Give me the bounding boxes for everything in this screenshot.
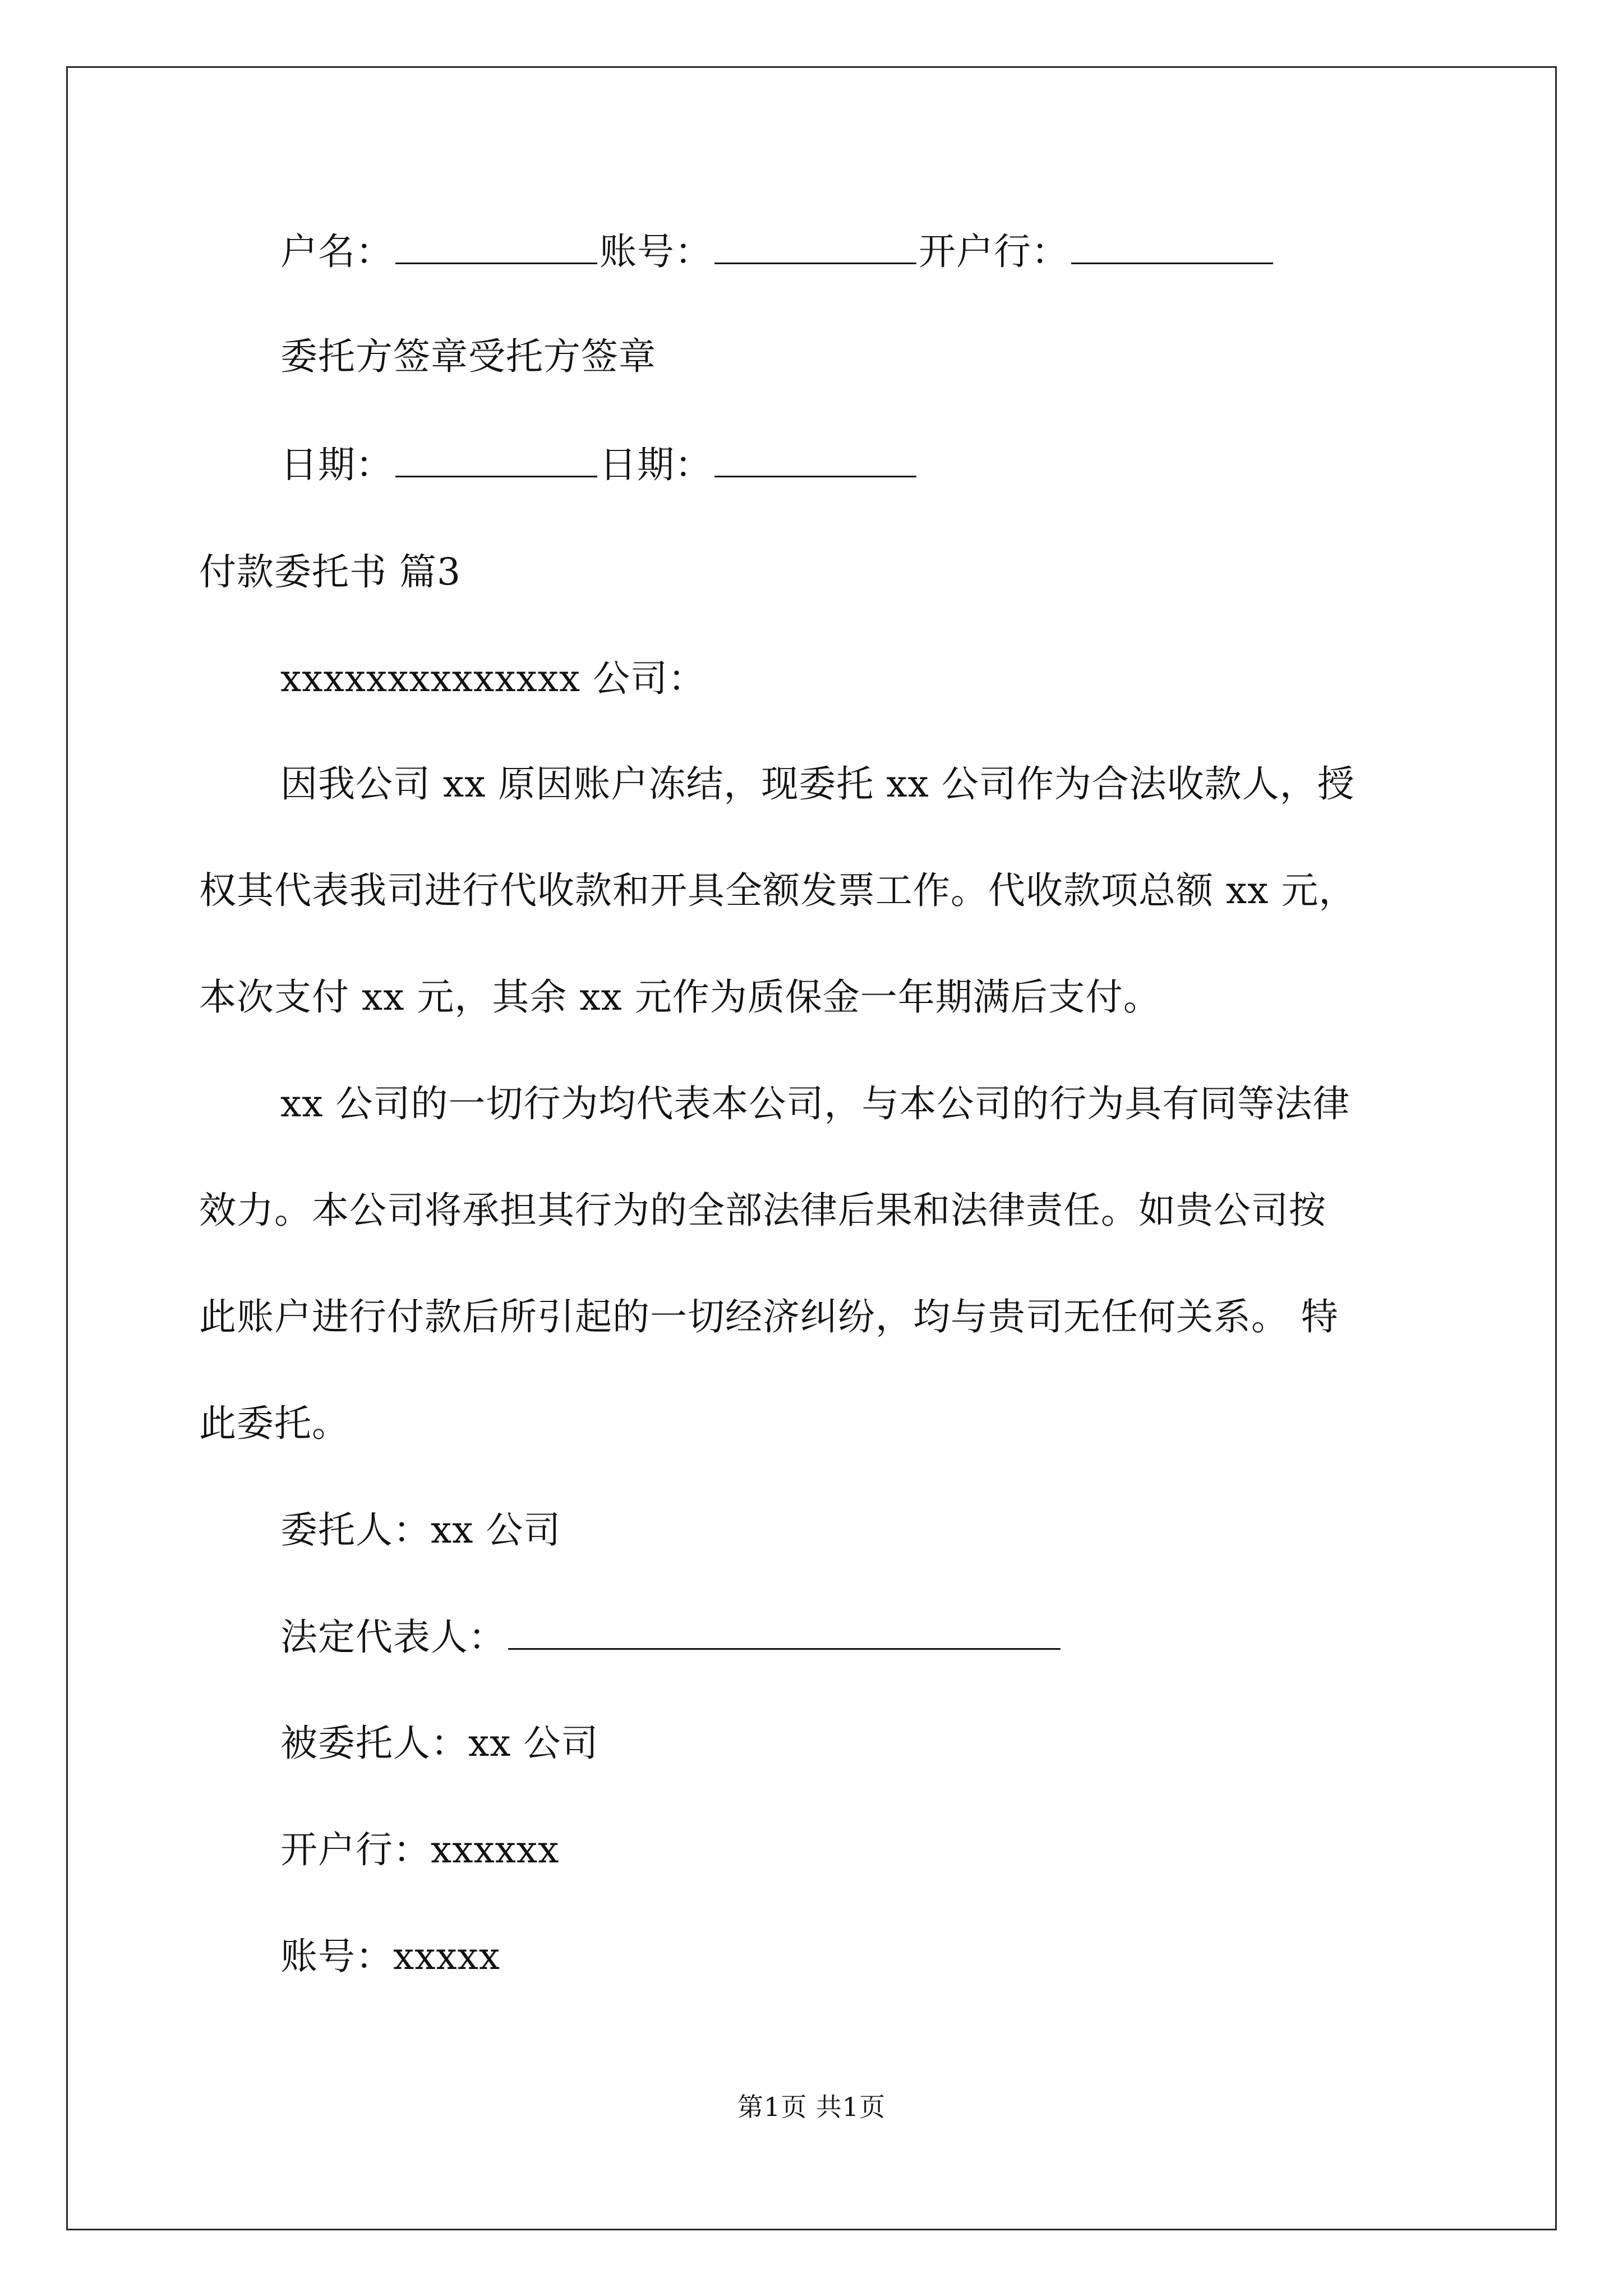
legal-rep-blank bbox=[508, 1614, 1061, 1650]
date-fields-line bbox=[280, 442, 919, 487]
paragraph-1-line-2: 权其代表我司进行代收款和开具全额发票工作。代收款项总额 xx 元， bbox=[199, 869, 1357, 912]
bank-blank bbox=[1071, 229, 1273, 264]
legal-rep-line bbox=[280, 1614, 1063, 1660]
account-name-label: 户名： bbox=[280, 230, 393, 273]
account-line: 账号：xxxxx bbox=[280, 1935, 501, 1978]
paragraph-1-line-3: 本次支付 xx 元，其余 xx 元作为质保金一年期满后支付。 bbox=[199, 976, 1161, 1019]
account-number-label: 账号： bbox=[600, 230, 712, 273]
signature-line: 委托方签章受托方签章 bbox=[280, 335, 656, 378]
paragraph-2-line-3: 此账户进行付款后所引起的一切经济纠纷，均与贵司无任何关系。 特 bbox=[199, 1295, 1339, 1338]
date-label-2: 日期： bbox=[600, 443, 712, 486]
bank-label: 开户行： bbox=[919, 230, 1069, 273]
date-label-1: 日期： bbox=[280, 443, 393, 486]
paragraph-2-line-1: xx 公司的一切行为均代表本公司，与本公司的行为具有同等法律 bbox=[280, 1082, 1350, 1125]
section-title: 付款委托书 篇3 bbox=[199, 550, 461, 593]
account-fields-line bbox=[280, 229, 1275, 274]
paragraph-1-line-1: 因我公司 xx 原因账户冻结，现委托 xx 公司作为合法收款人，授 bbox=[280, 762, 1355, 806]
paragraph-2-line-4: 此委托。 bbox=[199, 1402, 349, 1445]
principal-line: 委托人：xx 公司 bbox=[280, 1508, 561, 1552]
paragraph-2-line-2: 效力。本公司将承担其行为的全部法律后果和法律责任。如贵公司按 bbox=[199, 1189, 1326, 1232]
agent-line: 被委托人：xx 公司 bbox=[280, 1722, 599, 1765]
account-number-blank bbox=[714, 229, 916, 264]
date-blank-1 bbox=[395, 442, 597, 477]
date-blank-2 bbox=[714, 442, 916, 477]
page-border bbox=[66, 66, 1557, 2230]
bank-line: 开户行：xxxxxx bbox=[280, 1828, 560, 1871]
page-footer: 第1页 共1页 bbox=[737, 2092, 886, 2122]
addressee: xxxxxxxxxxxxxx 公司： bbox=[280, 657, 706, 700]
legal-rep-label: 法定代表人： bbox=[280, 1616, 506, 1659]
account-name-blank bbox=[395, 229, 597, 264]
